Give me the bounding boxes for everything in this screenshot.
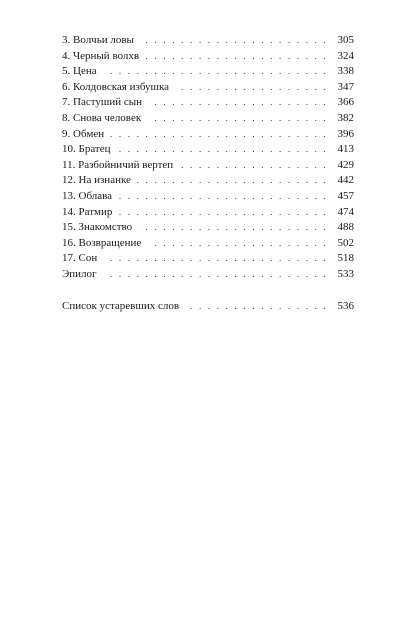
toc-appendix-entry: [62, 299, 354, 315]
toc-entry-title: 15. Знакомство: [62, 221, 133, 234]
toc-entry-title: 12. На изнанке: [62, 174, 131, 187]
toc-entry-page: 533: [337, 267, 354, 280]
toc-entry: [62, 95, 354, 111]
toc-entry-page: 457: [337, 189, 354, 202]
toc-entry-title: 17. Сон: [62, 252, 98, 265]
toc-entry: [62, 205, 354, 221]
toc-entry-page: 502: [337, 236, 354, 249]
toc-entry-page: 488: [337, 221, 354, 234]
toc-entry-page: 347: [337, 80, 354, 93]
toc-dot-leader: [118, 205, 328, 221]
toc-entry: [62, 33, 354, 49]
toc-chapter-list: [62, 33, 354, 283]
toc-entry-title: 11. Разбойничий вертеп: [62, 158, 174, 171]
toc-entry-title: 14. Ратмир: [62, 205, 113, 218]
toc-entry-title: Эпилог: [62, 267, 97, 280]
toc-appendix-title: Список устаревших слов: [62, 299, 180, 312]
toc-dot-leader: [103, 64, 328, 80]
toc-dot-leader: [103, 267, 328, 283]
toc-entry-title: 9. Обмен: [62, 127, 105, 140]
toc-entry: [62, 220, 354, 236]
toc-dot-leader: [137, 173, 328, 189]
toc-dot-leader: [117, 142, 329, 158]
toc-dot-leader: [140, 33, 328, 49]
toc-dot-leader: [103, 251, 328, 267]
toc-entry: [62, 49, 354, 65]
toc-entry-title: 6. Колдовская избушка: [62, 80, 170, 93]
toc-entry-title: 10. Братец: [62, 143, 111, 156]
toc-entry-page: 396: [337, 127, 354, 140]
toc-entry-title: 8. Снова человек: [62, 111, 142, 124]
toc-dot-leader: [179, 158, 328, 174]
toc-entry-title: 3. Волчьи ловы: [62, 34, 134, 46]
toc-entry-page: 474: [337, 205, 354, 218]
toc-entry-page: 429: [337, 158, 354, 171]
toc-entry-page: 442: [337, 174, 354, 187]
table-of-contents: [62, 33, 354, 314]
toc-entry: [62, 142, 354, 158]
toc-dot-leader: [175, 80, 328, 96]
toc-entry-page: 382: [337, 111, 354, 124]
toc-dot-leader: [147, 111, 328, 127]
toc-entry: [62, 80, 354, 96]
toc-entry-page: 413: [337, 143, 354, 156]
toc-entry: [62, 64, 354, 80]
toc-dot-leader: [148, 95, 328, 111]
toc-entry-page: 324: [337, 49, 354, 62]
toc-dot-leader: [185, 299, 328, 315]
toc-dot-leader: [118, 189, 328, 205]
toc-entry-page: 518: [337, 252, 354, 265]
toc-entry: [62, 127, 354, 143]
toc-entry-title: 7. Пастуший сын: [62, 96, 143, 109]
toc-entry-title: 13. Облава: [62, 189, 113, 202]
toc-entry-title: 16. Возвращение: [62, 236, 142, 249]
toc-entry: [62, 267, 354, 283]
toc-entry: [62, 111, 354, 127]
toc-dot-leader: [110, 127, 328, 143]
toc-entry: [62, 173, 354, 189]
toc-dot-leader: [147, 236, 328, 252]
toc-appendix-page: 536: [337, 299, 354, 312]
toc-entry-title: 5. Цена: [62, 65, 97, 78]
toc-entry: [62, 158, 354, 174]
toc-entry-page: 305: [337, 34, 354, 46]
toc-entry: [62, 251, 354, 267]
toc-entry: [62, 189, 354, 205]
toc-dot-leader: [145, 49, 328, 65]
toc-entry: [62, 236, 354, 252]
toc-entry-page: 366: [337, 96, 354, 109]
toc-dot-leader: [138, 220, 328, 236]
toc-entry-page: 338: [337, 65, 354, 78]
toc-entry-title: 4. Черный волхв: [62, 49, 140, 62]
